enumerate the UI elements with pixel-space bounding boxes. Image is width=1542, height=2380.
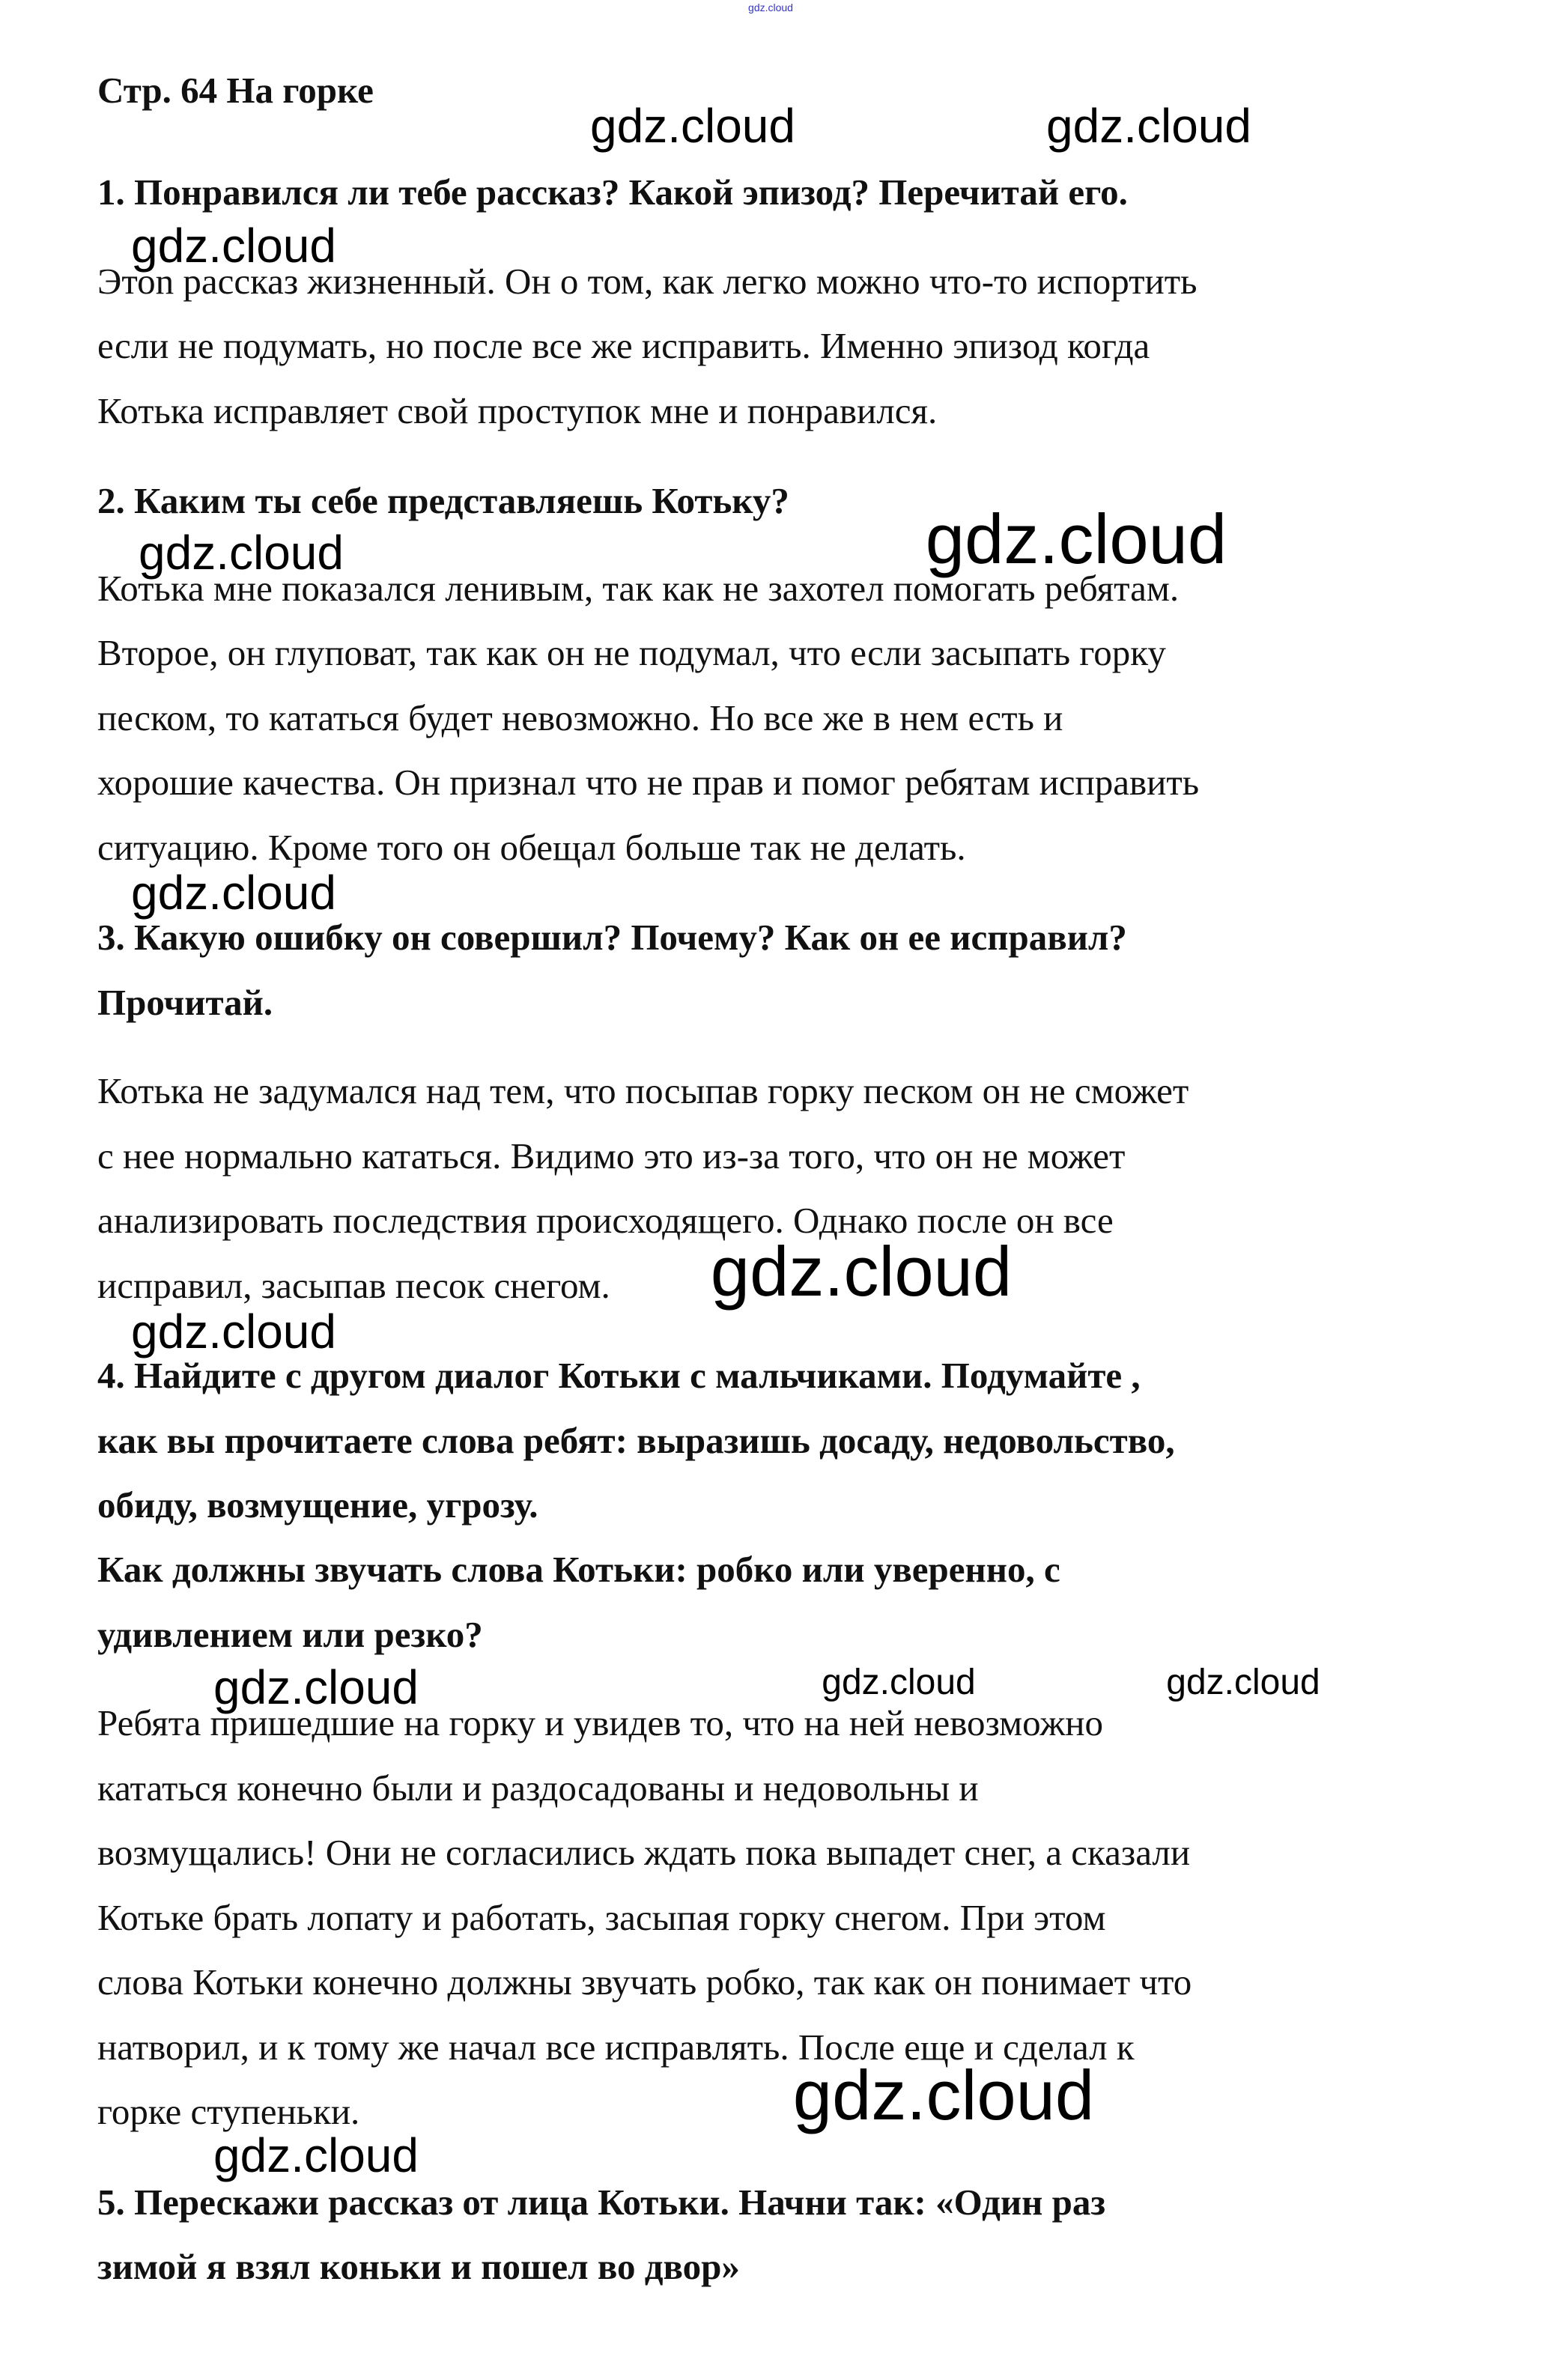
answer-line: исправил, засыпав песок снегом. [97, 1265, 610, 1306]
answer-line: Этоn рассказ жизненный. Он о том, как легко можно что-то испортить [97, 261, 1198, 302]
watermark: gdz.cloud [925, 500, 1227, 578]
answer-line: кататься конечно были и раздосадованы и недовольны и [97, 1767, 979, 1809]
answer-line: ситуацию. Кроме того он обещал больше так не делать. [97, 827, 966, 868]
answer-line: Котька исправляет свой проступок мне и понравился. [97, 390, 938, 431]
answer-line: Котька мне показался ленивым, так как не захотел помогать ребятам. [97, 568, 1180, 609]
answer-line: Ребята пришедшие на горку и увидев то, что на ней невозможно [97, 1702, 1104, 1743]
answer-line: натворил, и к тому же начал все исправлять. После еще и сделал к [97, 2027, 1135, 2068]
watermark: gdz.cloud [213, 2128, 419, 2182]
header-watermark: gdz.cloud [748, 1, 793, 13]
answer-line: Второе, он глуповат, так как он не подумал, что если засыпать горку [97, 632, 1166, 673]
watermark: gdz.cloud [1046, 99, 1251, 153]
question-line: Как должны звучать слова Котьки: робко или уверенно, с [97, 1549, 1060, 1590]
answer-line: анализировать последствия происходящего. Однако после он все [97, 1200, 1114, 1241]
watermark: gdz.cloud [590, 99, 795, 153]
watermark: gdz.cloud [710, 1232, 1013, 1311]
question-line: как вы прочитаете слова ребят: выразишь досаду, недовольство, [97, 1420, 1175, 1461]
question-line: 4. Найдите с другом диалог Котьки с мальчиками. Подумайте , [97, 1355, 1141, 1396]
answer-line: Котька не задумался над тем, что посыпав горку песком он не сможет [97, 1070, 1189, 1111]
question-line: обиду, возмущение, угрозу. [97, 1484, 538, 1526]
question-line: 3. Какую ошибку он совершил? Почему? Как он ее исправил? [97, 917, 1127, 958]
answer-line: слова Котьки конечно должны звучать робко, так как он понимает что [97, 1961, 1192, 2003]
page-title: Стр. 64 На горке [97, 70, 374, 111]
watermark: gdz.cloud [1166, 1663, 1320, 1702]
watermark: gdz.cloud [131, 219, 336, 273]
watermark: gdz.cloud [131, 1305, 336, 1359]
question-line: удивлением или резко? [97, 1614, 483, 1655]
answer-line: Котьке брать лопату и работать, засыпая горку снегом. При этом [97, 1897, 1106, 1938]
question-line: Прочитай. [97, 982, 273, 1023]
answer-line: если не подумать, но после все же исправить. Именно эпизод когда [97, 325, 1150, 366]
answer-line: песком, то кататься будет невозможно. Но все же в нем есть и [97, 697, 1063, 738]
answer-line: хорошие качества. Он признал что не прав и помог ребятам исправить [97, 762, 1200, 803]
watermark: gdz.cloud [792, 2056, 1095, 2134]
watermark: gdz.cloud [139, 526, 344, 580]
answer-line: возмущались! Они не согласились ждать пока выпадет снег, а сказали [97, 1832, 1191, 1873]
watermark: gdz.cloud [822, 1663, 976, 1702]
question-line: зимой я взял коньки и пошел во двор» [97, 2246, 740, 2287]
question-line: 5. Перескажи рассказ от лица Котьки. Начни так: «Один раз [97, 2182, 1106, 2223]
watermark: gdz.cloud [213, 1660, 419, 1714]
question-line: 1. Понравился ли тебе рассказ? Какой эпизод? Перечитай его. [97, 171, 1128, 213]
watermark: gdz.cloud [131, 866, 336, 920]
answer-line: с нее нормально кататься. Видимо это из-за того, что он не может [97, 1135, 1126, 1177]
answer-line: горке ступеньки. [97, 2091, 360, 2132]
question-line: 2. Каким ты себе представляешь Котьку? [97, 480, 789, 521]
